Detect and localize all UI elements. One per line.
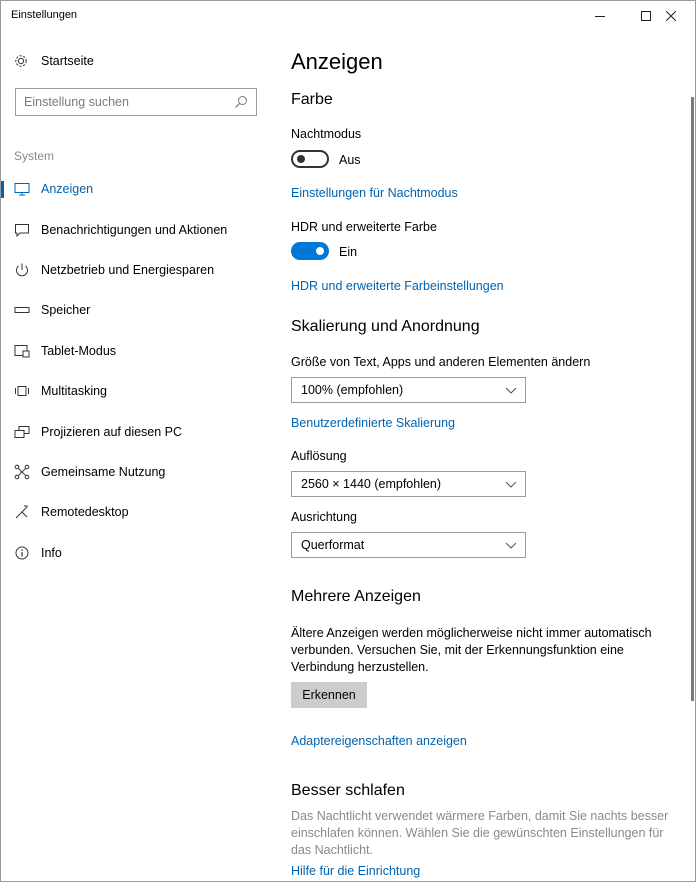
hdr-state: Ein [339, 245, 358, 259]
page-title: Anzeigen [291, 49, 383, 74]
tablet-mode-icon [14, 343, 30, 359]
remote-desktop-icon [14, 504, 30, 520]
orientation-dropdown[interactable] [291, 532, 526, 558]
search-input[interactable] [16, 89, 216, 115]
sidebar-item-remote-desktop[interactable] [1, 492, 271, 532]
title-bar[interactable] [1, 1, 695, 31]
info-icon [14, 545, 30, 561]
minimize-icon [595, 11, 605, 21]
size-label: Größe von Text, Apps und anderen Elementen ändern [291, 355, 591, 369]
sidebar-item-power[interactable] [1, 250, 271, 290]
sidebar-item-info[interactable] [1, 533, 271, 573]
size-dropdown[interactable] [291, 377, 526, 403]
storage-icon [14, 302, 30, 318]
notifications-icon [14, 222, 30, 238]
section-label-system: System [14, 149, 55, 163]
sidebar-item-label: Anzeigen [41, 182, 94, 197]
sidebar-item-storage[interactable] [1, 290, 271, 330]
sidebar-item-label: Netzbetrieb und Energiesparen [41, 262, 215, 277]
night-mode-toggle[interactable] [291, 150, 329, 168]
night-mode-label: Nachtmodus [291, 127, 362, 141]
close-button[interactable] [648, 1, 694, 31]
adapter-properties-link[interactable]: Adaptereigenschaften anzeigen [291, 734, 467, 748]
sidebar-item-shared-experiences[interactable] [1, 452, 271, 492]
night-mode-settings-link[interactable]: Einstellungen für Nachtmodus [291, 186, 458, 200]
sidebar-item-project[interactable] [1, 411, 271, 451]
gear-icon [13, 53, 29, 69]
sidebar-item-label: Speicher [41, 303, 91, 318]
hdr-toggle[interactable] [291, 242, 329, 260]
sidebar-item-notifications[interactable] [1, 209, 271, 249]
search-box[interactable] [15, 88, 257, 116]
sidebar-item-label: Multitasking [41, 384, 107, 399]
night-mode-state: Aus [339, 153, 361, 167]
display-icon [14, 181, 30, 197]
chevron-down-icon [505, 385, 517, 395]
section-heading-multiple-displays: Mehrere Anzeigen [291, 588, 421, 605]
window-title: Einstellungen [11, 9, 78, 21]
section-heading-sleep-better: Besser schlafen [291, 782, 405, 799]
project-icon [14, 424, 30, 440]
sleep-better-description: Das Nachtlicht verwendet wärmere Farben, damit Sie nachts besser einschlafen können. Wählen Sie die gewünschten Einstellungen für das Nachtlicht. [291, 809, 669, 857]
sidebar-item-label: Remotedesktop [41, 505, 129, 520]
toggle-knob [297, 155, 305, 163]
shared-experiences-icon [14, 464, 30, 480]
nav-list [1, 169, 271, 573]
hdr-settings-link[interactable]: HDR und erweiterte Farbeinstellungen [291, 279, 504, 293]
power-icon [14, 262, 30, 278]
multitasking-icon [14, 383, 30, 399]
minimize-button[interactable] [577, 1, 623, 31]
search-icon[interactable] [234, 95, 248, 109]
resolution-label: Auflösung [291, 449, 347, 463]
hdr-label: HDR und erweiterte Farbe [291, 220, 437, 234]
custom-scaling-link[interactable]: Benutzerdefinierte Skalierung [291, 416, 455, 430]
chevron-down-icon [505, 479, 517, 489]
sidebar-item-tablet-mode[interactable] [1, 331, 271, 371]
sidebar-item-label: Projizieren auf diesen PC [41, 424, 183, 439]
sidebar-item-multitasking[interactable] [1, 371, 271, 411]
sidebar-item-display[interactable] [1, 169, 271, 209]
sidebar-item-label: Benachrichtigungen und Aktionen [41, 222, 228, 237]
resolution-dropdown[interactable] [291, 471, 526, 497]
setup-help-link[interactable]: Hilfe für die Einrichtung [291, 864, 421, 878]
orientation-label: Ausrichtung [291, 510, 358, 524]
section-heading-color: Farbe [291, 91, 333, 108]
orientation-dropdown-value: Querformat [301, 538, 365, 552]
detect-button[interactable]: Erkennen [291, 682, 367, 708]
size-dropdown-value: 100% (empfohlen) [301, 383, 404, 397]
resolution-dropdown-value: 2560 × 1440 (empfohlen) [301, 477, 442, 491]
sidebar [1, 31, 271, 881]
sidebar-item-label: Info [41, 545, 62, 560]
chevron-down-icon [505, 540, 517, 550]
toggle-knob [316, 247, 324, 255]
section-heading-scale: Skalierung und Anordnung [291, 318, 480, 335]
close-icon [666, 11, 676, 21]
multiple-displays-description: Ältere Anzeigen werden möglicherweise nicht immer automatisch verbunden. Versuchen Sie, mit der Erkennungsfunktion eine Verbindung herzustellen. [291, 626, 652, 674]
home-label: Startseite [41, 54, 94, 68]
sidebar-item-label: Gemeinsame Nutzung [41, 464, 166, 479]
scrollbar[interactable] [691, 97, 694, 701]
home-link[interactable] [13, 53, 94, 69]
sidebar-item-label: Tablet-Modus [41, 343, 117, 358]
